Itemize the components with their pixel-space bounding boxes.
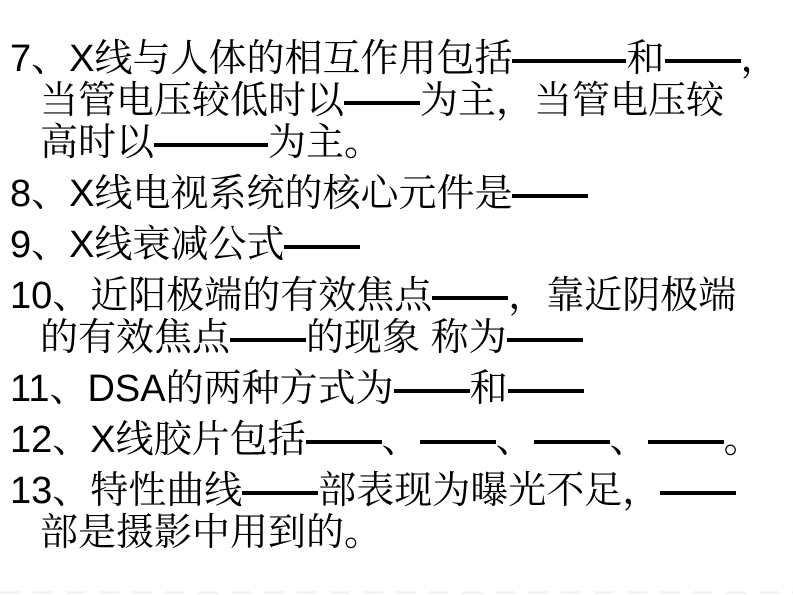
question-8 <box>10 173 787 215</box>
question-line: 13、特性曲线 部表现为曝光不足， <box>10 470 787 512</box>
blank-line <box>230 338 306 342</box>
blank-line <box>507 338 583 342</box>
blank-line <box>242 491 318 495</box>
question-line: 8、X线电视系统的核心元件是 <box>10 173 787 215</box>
question-line: 9、X线衰减公式 <box>10 224 787 266</box>
blank-line <box>660 491 736 495</box>
question-list <box>10 38 787 563</box>
blank-line <box>432 296 508 300</box>
blank-line <box>665 59 741 63</box>
blank-line <box>306 440 382 444</box>
question-line: 10、近阳极端的有效焦点 ，靠近阴极端 <box>10 275 737 317</box>
question-11 <box>10 368 787 410</box>
blank-line <box>512 194 588 198</box>
question-line: 高时以 为主。 <box>40 122 383 164</box>
question-line: 当管电压较低时以 为主，当管电压较 <box>40 80 725 122</box>
question-line: 11、DSA的两种方式为 和 <box>10 368 787 410</box>
question-7 <box>10 38 787 164</box>
clipped-text-artifact <box>0 591 793 594</box>
blank-line <box>648 440 724 444</box>
blank-line <box>344 101 420 105</box>
blank-line <box>508 389 584 393</box>
question-12 <box>10 419 787 461</box>
blank-line <box>534 440 610 444</box>
blank-line <box>284 245 360 249</box>
blank-line <box>420 440 496 444</box>
question-line: 7、X线与人体的相互作用包括 和 ， <box>10 38 779 80</box>
blank-line <box>512 59 626 63</box>
question-13 <box>10 470 787 554</box>
question-line: 的有效焦点 的现象 称为 <box>10 317 787 359</box>
question-10 <box>10 275 787 359</box>
question-line: 部是摄影中用到的。 <box>40 512 383 554</box>
question-line: 12、X线胶片包括 、 、 、 。 <box>10 419 762 461</box>
blank-line <box>154 143 268 147</box>
blank-line <box>394 389 470 393</box>
question-9 <box>10 224 787 266</box>
